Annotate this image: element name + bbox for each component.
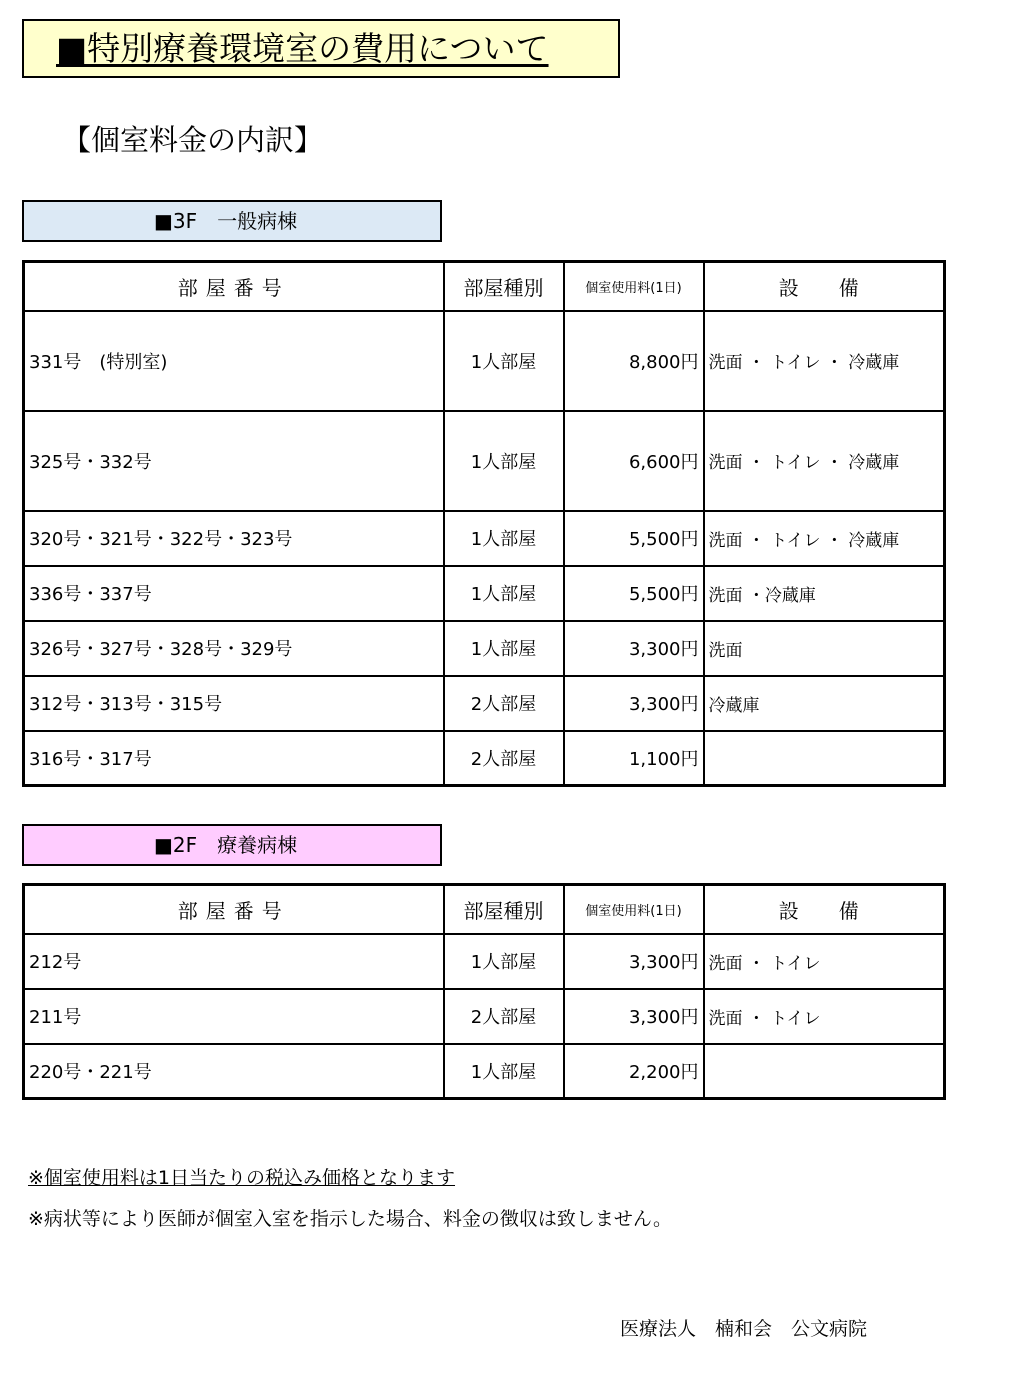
header-room-number: 部屋番号 <box>24 262 444 311</box>
section-label-3f: ■3F 一般病棟 <box>154 209 298 233</box>
section-label-2f: ■2F 療養病棟 <box>154 833 298 857</box>
room-number-cell: 212号 <box>24 934 444 989</box>
room-type-cell: 1人部屋 <box>444 934 564 989</box>
equipment-cell: 洗面 ・ トイレ <box>704 989 945 1044</box>
room-fee-cell: 5,500円 <box>564 566 704 621</box>
room-type-cell: 1人部屋 <box>444 411 564 511</box>
section-header-2f <box>22 824 442 866</box>
room-fee-cell: 3,300円 <box>564 989 704 1044</box>
table-row <box>24 676 945 731</box>
header-equipment: 設備 <box>704 262 945 311</box>
section-header-3f <box>22 200 442 242</box>
equipment-cell <box>704 1044 945 1099</box>
room-number-cell: 312号・313号・315号 <box>24 676 444 731</box>
equipment-cell <box>704 731 945 786</box>
header-fee: 個室使用料(1日) <box>564 885 704 934</box>
equipment-cell: 洗面 ・ トイレ ・ 冷蔵庫 <box>704 411 945 511</box>
room-number-cell: 336号・337号 <box>24 566 444 621</box>
table-row <box>24 566 945 621</box>
equipment-cell: 冷蔵庫 <box>704 676 945 731</box>
title-box <box>22 19 620 78</box>
room-type-cell: 1人部屋 <box>444 311 564 411</box>
room-fee-cell: 5,500円 <box>564 511 704 566</box>
room-fee-cell: 1,100円 <box>564 731 704 786</box>
header-room-type: 部屋種別 <box>444 885 564 934</box>
room-fee-cell: 2,200円 <box>564 1044 704 1099</box>
room-number-cell: 325号・332号 <box>24 411 444 511</box>
room-type-cell: 2人部屋 <box>444 676 564 731</box>
header-equipment: 設備 <box>704 885 945 934</box>
room-number-cell: 316号・317号 <box>24 731 444 786</box>
table-row <box>24 934 945 989</box>
page-title: ■特別療養環境室の費用について <box>56 29 549 68</box>
table-row <box>24 621 945 676</box>
room-number-cell: 326号・327号・328号・329号 <box>24 621 444 676</box>
room-fee-cell: 3,300円 <box>564 934 704 989</box>
page-subtitle: 【個室料金の内訳】 <box>62 123 324 157</box>
equipment-cell: 洗面 ・ トイレ ・ 冷蔵庫 <box>704 311 945 411</box>
room-number-cell: 331号 (特別室) <box>24 311 444 411</box>
note-no-charge: ※病状等により医師が個室入室を指示した場合、料金の徴収は致しません。 <box>28 1208 673 1230</box>
room-fee-cell: 3,300円 <box>564 676 704 731</box>
equipment-cell: 洗面 ・ トイレ ・ 冷蔵庫 <box>704 511 945 566</box>
room-type-cell: 1人部屋 <box>444 566 564 621</box>
table-header-row <box>24 262 945 311</box>
table-row <box>24 511 945 566</box>
room-type-cell: 1人部屋 <box>444 511 564 566</box>
room-fee-cell: 3,300円 <box>564 621 704 676</box>
equipment-cell: 洗面 <box>704 621 945 676</box>
table-header-row <box>24 885 945 934</box>
table-row <box>24 989 945 1044</box>
room-number-cell: 320号・321号・322号・323号 <box>24 511 444 566</box>
table-row <box>24 731 945 786</box>
room-type-cell: 2人部屋 <box>444 731 564 786</box>
table-row <box>24 1044 945 1099</box>
hospital-name: 医療法人 楠和会 公文病院 <box>620 1318 868 1340</box>
room-number-cell: 220号・221号 <box>24 1044 444 1099</box>
equipment-cell: 洗面 ・ トイレ <box>704 934 945 989</box>
room-type-cell: 2人部屋 <box>444 989 564 1044</box>
room-number-cell: 211号 <box>24 989 444 1044</box>
room-type-cell: 1人部屋 <box>444 621 564 676</box>
equipment-cell: 洗面 ・冷蔵庫 <box>704 566 945 621</box>
table-row <box>24 311 945 411</box>
header-fee: 個室使用料(1日) <box>564 262 704 311</box>
room-fee-cell: 8,800円 <box>564 311 704 411</box>
header-room-number: 部屋番号 <box>24 885 444 934</box>
table-row <box>24 411 945 511</box>
header-room-type: 部屋種別 <box>444 262 564 311</box>
room-fee-cell: 6,600円 <box>564 411 704 511</box>
room-type-cell: 1人部屋 <box>444 1044 564 1099</box>
room-fee-table-3f <box>22 260 946 787</box>
note-tax-included: ※個室使用料は1日当たりの税込み価格となります <box>28 1167 456 1189</box>
room-fee-table-2f <box>22 883 946 1100</box>
